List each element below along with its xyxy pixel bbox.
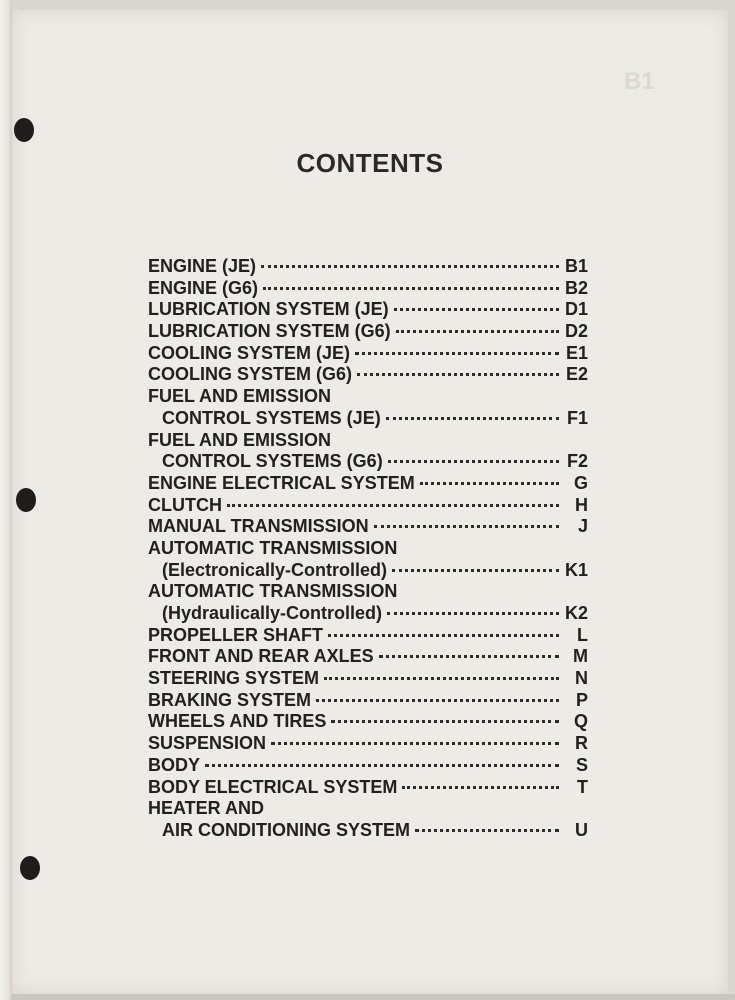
toc-entry	[148, 343, 588, 365]
toc-entry-section-code: D2	[564, 321, 588, 342]
toc-entry	[148, 820, 588, 842]
dot-leader	[386, 417, 559, 420]
toc-entry-section-code: G	[573, 472, 588, 493]
dot-leader	[402, 786, 559, 789]
dot-leader	[355, 352, 559, 355]
toc-entry	[148, 798, 588, 820]
dot-leader	[316, 699, 559, 702]
toc-entry-section-code: H	[575, 494, 588, 515]
dot-leader	[271, 742, 559, 745]
dot-leader	[415, 829, 559, 832]
page-title: CONTENTS	[296, 148, 444, 178]
toc-entry-label: AIR CONDITIONING SYSTEM	[162, 819, 411, 840]
dot-leader	[379, 655, 559, 658]
dot-leader	[331, 720, 559, 723]
toc-entry-section-code: K2	[564, 603, 588, 623]
toc-entry-section-code: K1	[564, 559, 588, 580]
toc-entry-label: (Electronically-Controlled)	[162, 559, 388, 580]
toc-entry-label: BODY ELECTRICAL SYSTEM	[148, 776, 398, 797]
toc-entry-section-code: F1	[566, 407, 588, 428]
toc-entry	[148, 755, 588, 777]
toc-entry-section-code: T	[577, 776, 588, 797]
toc-entry-label: AUTOMATIC TRANSMISSION	[148, 537, 398, 558]
toc-entry-label: MANUAL TRANSMISSION	[148, 516, 369, 537]
toc-entry	[148, 625, 588, 647]
toc-entry-label: LUBRICATION SYSTEM (JE)	[148, 299, 389, 320]
toc-entry-label: CLUTCH	[148, 494, 222, 515]
toc-entry	[148, 603, 588, 625]
toc-entry-section-code: S	[575, 754, 588, 775]
toc-entry-section-code: U	[575, 819, 588, 840]
toc-entry-section-code: E1	[565, 342, 588, 363]
toc-entry	[148, 581, 588, 603]
binder-hole-middle	[16, 488, 36, 512]
dot-leader	[388, 460, 559, 463]
dot-leader	[374, 525, 559, 528]
toc-entry-label: COOLING SYSTEM (JE)	[148, 342, 351, 363]
toc-entry	[148, 690, 588, 712]
toc-entry-section-code: N	[575, 668, 588, 689]
toc-entry-section-code: Q	[573, 711, 588, 732]
toc-entry-label: FRONT AND REAR AXLES	[148, 646, 374, 667]
dot-leader	[396, 330, 559, 333]
toc-entry-label: BODY	[148, 754, 201, 775]
toc-entry-label: COOLING SYSTEM (G6)	[148, 364, 353, 385]
toc-entry-section-code: J	[577, 516, 588, 537]
toc-entry-section-code: D1	[564, 299, 588, 320]
toc-entry-label: BRAKING SYSTEM	[148, 689, 312, 710]
toc-entry-label: (Hydraulically-Controlled)	[162, 603, 383, 623]
page-bottom-edge	[12, 994, 735, 1000]
toc-entry	[148, 733, 588, 755]
dot-leader	[261, 265, 559, 268]
dot-leader	[205, 764, 559, 767]
dot-leader	[324, 677, 559, 680]
toc-entry	[148, 321, 588, 343]
binder-hole-bottom	[20, 856, 40, 880]
dot-leader	[357, 373, 559, 376]
toc-entry-label: HEATER AND	[148, 798, 264, 819]
toc-entry-section-code: F2	[566, 451, 588, 472]
dot-leader	[394, 308, 559, 311]
toc-entry	[148, 668, 588, 690]
toc-entry-label: STEERING SYSTEM	[148, 668, 320, 689]
toc-entry	[148, 516, 588, 538]
toc-entry	[148, 560, 588, 582]
toc-entry	[148, 473, 588, 495]
dot-leader	[328, 634, 559, 637]
toc-entry-label: CONTROL SYSTEMS (G6)	[162, 451, 383, 472]
toc-entry	[148, 299, 588, 321]
toc-entry	[148, 430, 588, 452]
binder-hole-top	[14, 118, 34, 142]
dot-leader	[420, 482, 559, 485]
toc-entry-section-code: R	[575, 733, 588, 754]
toc-entry-section-code: E2	[565, 364, 588, 385]
toc-entry-section-code: L	[577, 624, 588, 645]
toc-entry	[148, 386, 588, 408]
toc-entry-section-code: B1	[564, 256, 588, 276]
toc-entry	[148, 256, 588, 278]
toc-entry-label: ENGINE (G6)	[148, 277, 259, 298]
toc-entry	[148, 538, 588, 560]
toc-entry	[148, 495, 588, 517]
toc-entry	[148, 451, 588, 473]
toc-entry-label: ENGINE (JE)	[148, 256, 257, 276]
toc-entry-label: AUTOMATIC TRANSMISSION	[148, 581, 398, 602]
toc-entry	[148, 711, 588, 733]
toc-entry-label: LUBRICATION SYSTEM (G6)	[148, 321, 391, 342]
toc-entry-label: ENGINE ELECTRICAL SYSTEM	[148, 472, 415, 493]
bleed-through-mark: B1	[624, 68, 655, 95]
toc-entry	[148, 278, 588, 300]
toc-entry	[148, 364, 588, 386]
toc-entry-label: FUEL AND EMISSION	[148, 386, 332, 407]
toc-entry-label: WHEELS AND TIRES	[148, 711, 327, 732]
dot-leader	[263, 287, 559, 290]
toc-entry-section-code: M	[573, 646, 588, 667]
toc-entry-section-code: P	[575, 689, 588, 710]
toc-entry-label: CONTROL SYSTEMS (JE)	[162, 407, 381, 428]
toc-entry-label: PROPELLER SHAFT	[148, 624, 324, 645]
toc-entry	[148, 777, 588, 799]
toc-entry-section-code: B2	[564, 277, 588, 298]
table-of-contents	[148, 256, 588, 842]
toc-entry-label: FUEL AND EMISSION	[148, 429, 332, 450]
toc-entry	[148, 646, 588, 668]
dot-leader	[392, 569, 559, 572]
toc-entry	[148, 408, 588, 430]
toc-entry-label: SUSPENSION	[148, 733, 267, 754]
dot-leader	[227, 504, 559, 507]
dot-leader	[387, 612, 559, 615]
